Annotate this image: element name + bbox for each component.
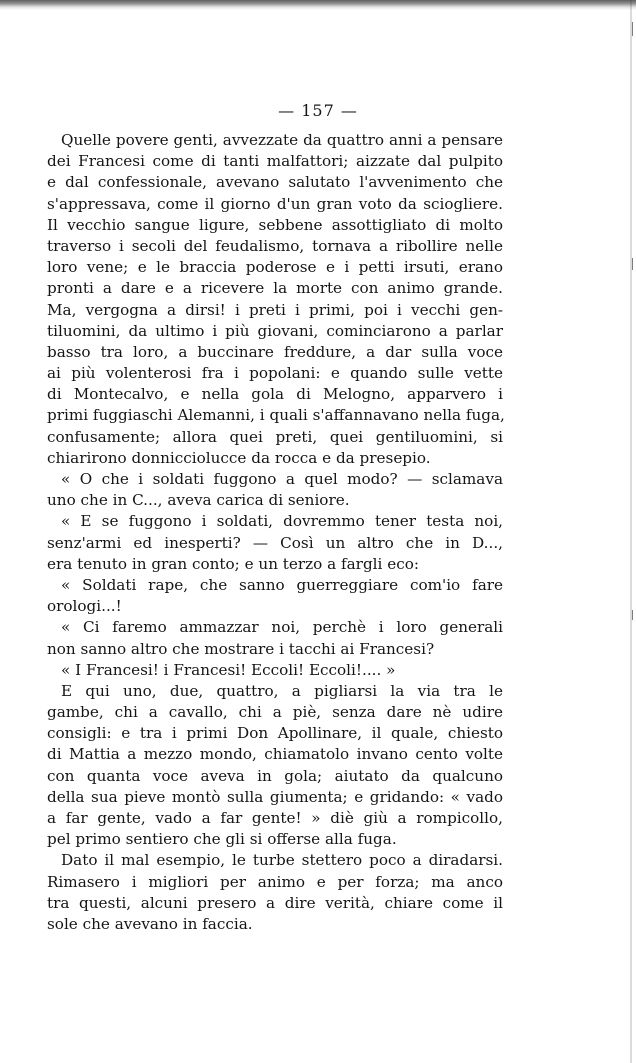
page-edge-mark bbox=[632, 258, 633, 270]
page-edge-mark bbox=[632, 610, 633, 620]
text-line: dei Francesi come di tanti malfattori; aizzate dal pulpito bbox=[47, 152, 503, 171]
text-line: « I Francesi! i Francesi! Eccoli! Eccoli!.... » bbox=[61, 660, 396, 679]
text-line: pel primo sentiero che gli si offerse alla fuga. bbox=[47, 830, 397, 849]
text-line: e dal confessionale, avevano salutato l'avvenimento che bbox=[47, 173, 503, 192]
text-line: sole che avevano in faccia. bbox=[47, 914, 253, 933]
text-line: orologi...! bbox=[47, 597, 122, 616]
text-line: « O che i soldati fuggono a quel modo? — sclamava bbox=[61, 470, 503, 488]
page-right-edge bbox=[630, 0, 632, 1063]
text-line: chiarirono donnicciolucce da rocca e da presepio. bbox=[47, 448, 431, 467]
paragraph bbox=[47, 130, 503, 469]
text-line: con quanta voce aveva in gola; aiutato da qualcuno bbox=[47, 766, 503, 785]
text-line: s'appressava, come il giorno d'un gran voto da sciogliere. bbox=[47, 194, 503, 213]
page-edge-mark bbox=[632, 22, 633, 36]
text-line: senz'armi ed inesperti? — Così un altro che in D..., bbox=[47, 533, 503, 552]
paragraph bbox=[47, 575, 503, 617]
text-line: loro vene; e le braccia poderose e i petti irsuti, erano bbox=[47, 258, 503, 277]
paragraph bbox=[47, 617, 503, 659]
page-top-edge-shadow bbox=[0, 0, 636, 10]
text-line: uno che in C..., aveva carica di seniore. bbox=[47, 491, 350, 510]
text-line: della sua pieve montò sulla giumenta; e gridando: « vado bbox=[47, 787, 503, 806]
text-line: Dato il mal esempio, le turbe stettero poco a diradarsi. bbox=[61, 851, 503, 870]
text-line: consigli: e tra i primi Don Apollinare, il quale, chiesto bbox=[47, 724, 503, 743]
text-line: a far gente, vado a far gente! » diè giù a rompicollo, bbox=[47, 809, 503, 827]
page-text bbox=[47, 130, 503, 935]
text-line: tiluomini, da ultimo i più giovani, cominciarono a parlar bbox=[47, 321, 503, 340]
text-line: di Mattia a mezzo mondo, chiamatolo invano cento volte bbox=[47, 745, 503, 764]
text-line: « Soldati rape, che sanno guerreggiare com'io fare bbox=[61, 575, 503, 594]
text-line: gambe, chi a cavallo, chi a piè, senza dare nè udire bbox=[47, 703, 503, 722]
text-line: di Montecalvo, e nella gola di Melogno, apparvero i bbox=[47, 385, 503, 404]
text-line: pronti a dare e a ricevere la morte con animo grande. bbox=[47, 279, 503, 298]
text-line: « Ci faremo ammazzar noi, perchè i loro generali bbox=[61, 618, 503, 637]
text-line: confusamente; allora quei preti, quei gentiluomini, si bbox=[47, 427, 503, 446]
text-line: basso tra loro, a buccinare freddure, a dar sulla voce bbox=[47, 342, 503, 361]
text-line: traverso i secoli del feudalismo, tornava a ribollire nelle bbox=[47, 236, 503, 255]
paragraph bbox=[47, 660, 503, 681]
text-line: tra questi, alcuni presero a dire verità, chiare come il bbox=[47, 893, 503, 912]
text-line: ai più volenterosi fra i popolani: e quando sulle vette bbox=[47, 364, 503, 383]
paragraph bbox=[47, 850, 503, 935]
text-line: Ma, vergogna a dirsi! i preti i primi, poi i vecchi gen- bbox=[47, 300, 503, 319]
text-line: Rimasero i migliori per animo e per forza; ma anco bbox=[47, 872, 503, 891]
paragraph bbox=[47, 469, 503, 511]
text-line: « E se fuggono i soldati, dovremmo tener testa noi, bbox=[61, 512, 503, 531]
text-line: Il vecchio sangue ligure, sebbene assottigliato di molto bbox=[47, 215, 503, 234]
text-line: E qui uno, due, quattro, a pigliarsi la via tra le bbox=[61, 681, 503, 700]
text-line: Quelle povere genti, avvezzate da quattro anni a pensare bbox=[61, 131, 503, 149]
text-line: era tenuto in gran conto; e un terzo a fargli eco: bbox=[47, 554, 419, 573]
paragraph bbox=[47, 681, 503, 851]
text-line: non sanno altro che mostrare i tacchi ai Francesi? bbox=[47, 639, 435, 658]
paragraph bbox=[47, 511, 503, 575]
text-line: primi fuggiaschi Alemanni, i quali s'affannavano nella fuga, bbox=[47, 406, 505, 425]
page-number: — 157 — bbox=[278, 101, 358, 120]
